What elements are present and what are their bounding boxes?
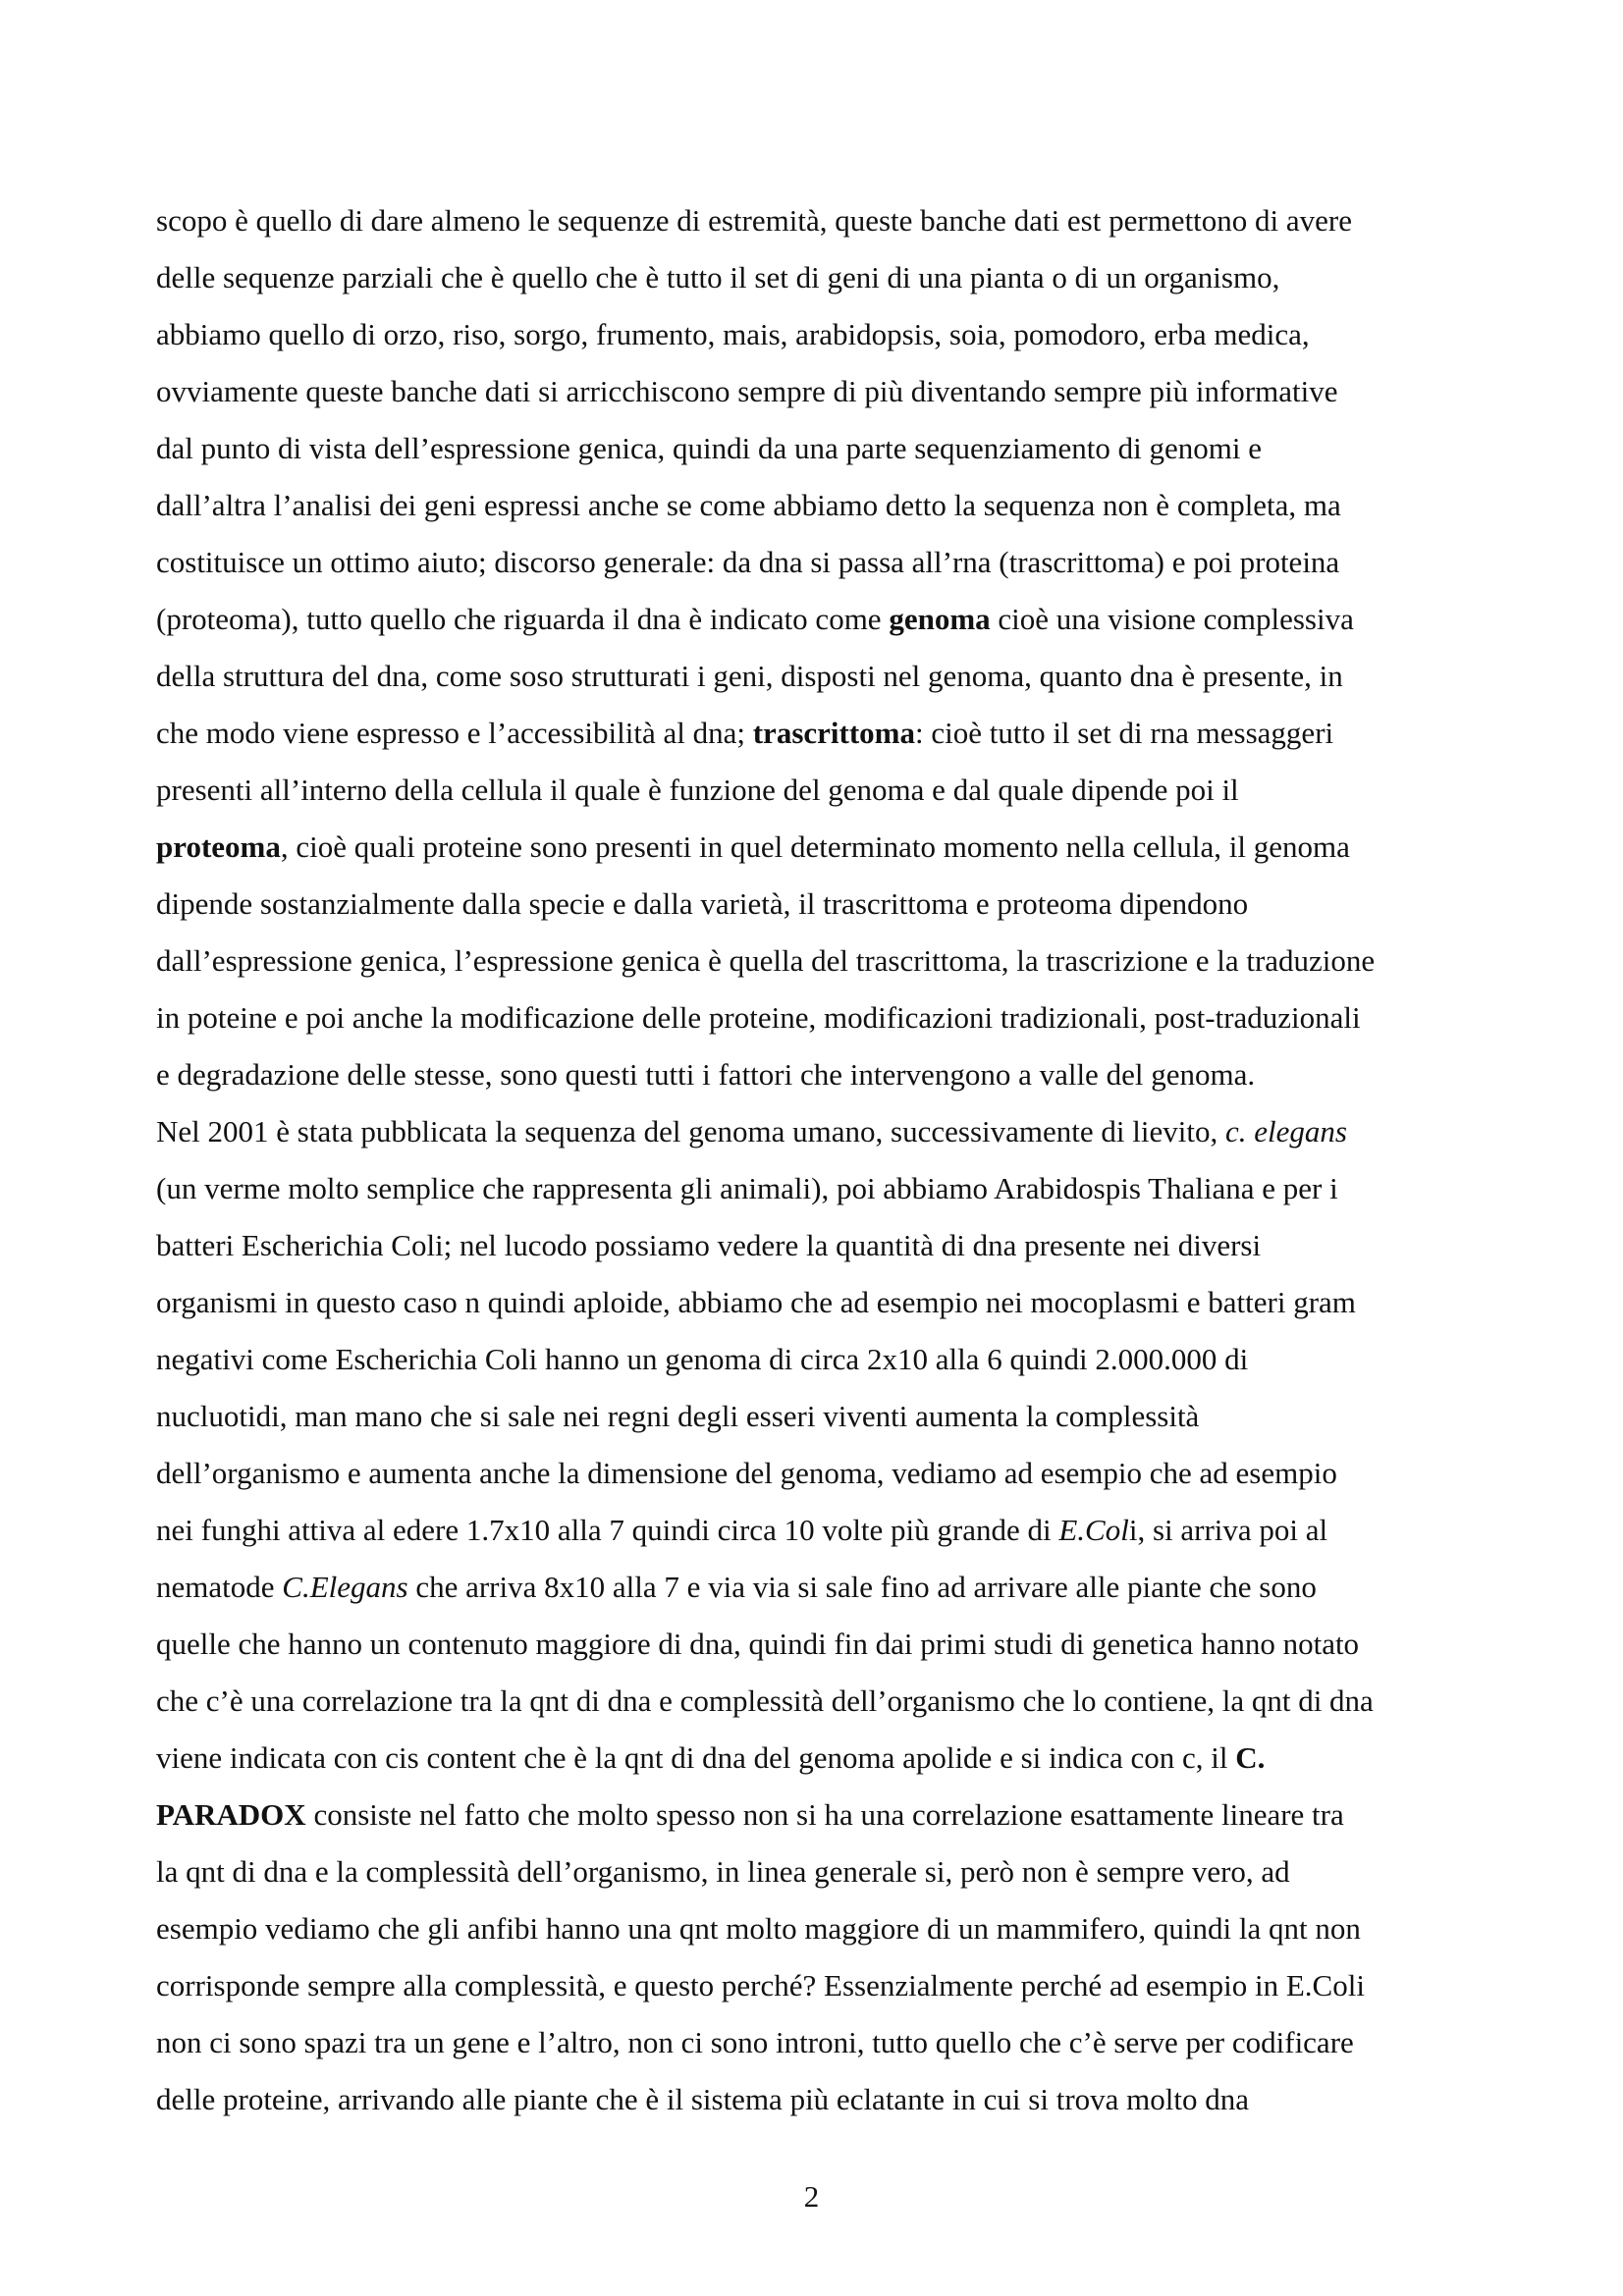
text-line [156, 1787, 1472, 1843]
text-segment: dal punto di vista dell’espressione genica, quindi da una parte sequenziamento di genomi e [156, 431, 1263, 465]
text-segment: Nel 2001 è stata pubblicata la sequenza del genoma umano, successivamente di lievito, [156, 1114, 1225, 1148]
text-line [156, 1900, 1472, 1957]
bold-term: trascrittoma [752, 716, 915, 750]
text-line [156, 1616, 1472, 1673]
text-segment: dell’organismo e aumenta anche la dimensione del genoma, vediamo ad esempio che ad esempio [156, 1456, 1337, 1490]
text-segment: viene indicata con cis content che è la qnt di dna del genoma apolide e si indica con c, il [156, 1740, 1236, 1775]
text-line [156, 2014, 1472, 2071]
text-line [156, 1103, 1472, 1160]
bold-term: C. [1235, 1740, 1266, 1775]
text-segment: delle sequenze parziali che è quello che è tutto il set di geni di una pianta o di un organismo, [156, 260, 1280, 294]
text-line [156, 363, 1472, 420]
text-line [156, 1274, 1472, 1331]
text-line [156, 192, 1472, 249]
text-segment: i, si arriva poi al [1128, 1513, 1328, 1547]
text-segment: organismi in questo caso n quindi aploide, abbiamo che ad esempio nei mocoplasmi e batteri gram [156, 1285, 1356, 1319]
body-text [156, 192, 1472, 2128]
text-segment: corrisponde sempre alla complessità, e questo perché? Essenzialmente perché ad esempio in E.Coli [156, 1968, 1365, 2002]
text-line [156, 1957, 1472, 2014]
text-segment: , cioè quali proteine sono presenti in quel determinato momento nella cellula, il genoma [280, 829, 1350, 864]
text-segment: delle proteine, arrivando alle piante che è il sistema più eclatante in cui si trova molto dna [156, 2082, 1250, 2116]
text-segment: : cioè tutto il set di rna messaggeri [914, 716, 1334, 750]
text-line [156, 1730, 1472, 1787]
text-segment: (proteoma), tutto quello che riguarda il dna è indicato come [156, 602, 890, 636]
bold-term: PARADOX [156, 1797, 306, 1832]
text-segment: negativi come Escherichia Coli hanno un genoma di circa 2x10 alla 6 quindi 2.000.000 di [156, 1342, 1249, 1376]
italic-term: E.Col [1058, 1513, 1129, 1547]
bold-term: genoma [889, 602, 991, 636]
text-segment: che arriva 8x10 alla 7 e via via si sale fino ad arrivare alle piante che sono [407, 1570, 1317, 1604]
text-segment: nei funghi attiva al edere 1.7x10 alla 7 quindi circa 10 volte più grande di [156, 1513, 1059, 1547]
italic-term: c. elegans [1224, 1114, 1347, 1148]
text-line [156, 1445, 1472, 1502]
text-line [156, 648, 1472, 705]
text-segment: esempio vediamo che gli anfibi hanno una qnt molto maggiore di un mammifero, quindi la qnt non [156, 1911, 1361, 1946]
text-segment: abbiamo quello di orzo, riso, sorgo, frumento, mais, arabidopsis, soia, pomodoro, erba medica, [156, 317, 1310, 351]
text-line [156, 1217, 1472, 1274]
text-segment: consiste nel fatto che molto spesso non si ha una correlazione esattamente lineare tra [305, 1797, 1344, 1832]
text-segment: (un verme molto semplice che rappresenta gli animali), poi abbiamo Arabidospis Thaliana e per i [156, 1171, 1338, 1205]
text-segment: nematode [156, 1570, 283, 1604]
text-segment: non ci sono spazi tra un gene e l’altro, non ci sono introni, tutto quello che c’è serve per codificare [156, 2025, 1354, 2059]
text-segment: dall’altra l’analisi dei geni espressi anche se come abbiamo detto la sequenza non è completa, ma [156, 488, 1341, 522]
text-segment: quelle che hanno un contenuto maggiore di dna, quindi fin dai primi studi di genetica hanno notato [156, 1627, 1360, 1661]
text-line [156, 1559, 1472, 1616]
text-line [156, 876, 1472, 933]
text-line [156, 1388, 1472, 1445]
text-line [156, 1046, 1472, 1103]
text-segment: dipende sostanzialmente dalla specie e dalla varietà, il trascrittoma e proteoma dipendono [156, 886, 1249, 921]
text-line [156, 705, 1472, 762]
text-line [156, 306, 1472, 363]
text-line [156, 989, 1472, 1046]
text-line [156, 819, 1472, 876]
text-line [156, 1331, 1472, 1388]
text-segment: che modo viene espresso e l’accessibilità al dna; [156, 716, 753, 750]
text-line [156, 1160, 1472, 1217]
text-line [156, 933, 1472, 989]
text-line [156, 591, 1472, 648]
text-segment: batteri Escherichia Coli; nel lucodo possiamo vedere la quantità di dna presente nei diversi [156, 1228, 1262, 1262]
text-line [156, 420, 1472, 477]
text-line [156, 1502, 1472, 1559]
text-segment: presenti all’interno della cellula il quale è funzione del genoma e dal quale dipende poi il [156, 773, 1239, 807]
text-line [156, 2071, 1472, 2128]
text-segment: costituisce un ottimo aiuto; discorso generale: da dna si passa all’rna (trascrittoma) e poi proteina [156, 545, 1340, 579]
text-segment: della struttura del dna, come soso strutturati i geni, disposti nel genoma, quanto dna è presente, in [156, 659, 1343, 693]
text-segment: in poteine e poi anche la modificazione delle proteine, modificazioni tradizionali, post-traduzionali [156, 1000, 1361, 1035]
text-segment: nucluotidi, man mano che si sale nei regni degli esseri viventi aumenta la complessità [156, 1399, 1200, 1433]
bold-term: proteoma [156, 829, 281, 864]
page-number: 2 [803, 2179, 820, 2214]
text-segment: e degradazione delle stesse, sono questi tutti i fattori che intervengono a valle del genoma. [156, 1057, 1256, 1092]
text-segment: cioè una visione complessiva [990, 602, 1354, 636]
text-segment: dall’espressione genica, l’espressione genica è quella del trascrittoma, la trascrizione e la traduzione [156, 943, 1376, 978]
text-line [156, 762, 1472, 819]
text-line [156, 477, 1472, 534]
italic-term: C.Elegans [282, 1570, 408, 1604]
text-segment: ovviamente queste banche dati si arricchiscono sempre di più diventando sempre più informative [156, 374, 1338, 408]
text-segment: che c’è una correlazione tra la qnt di dna e complessità dell’organismo che lo contiene, la qnt di dna [156, 1683, 1374, 1718]
text-line [156, 1843, 1472, 1900]
text-line [156, 534, 1472, 591]
text-line [156, 249, 1472, 306]
text-line [156, 1673, 1472, 1730]
text-segment: la qnt di dna e la complessità dell’organismo, in linea generale si, però non è sempre vero, ad [156, 1854, 1290, 1889]
text-segment: scopo è quello di dare almeno le sequenze di estremità, queste banche dati est permettono di avere [156, 203, 1353, 238]
